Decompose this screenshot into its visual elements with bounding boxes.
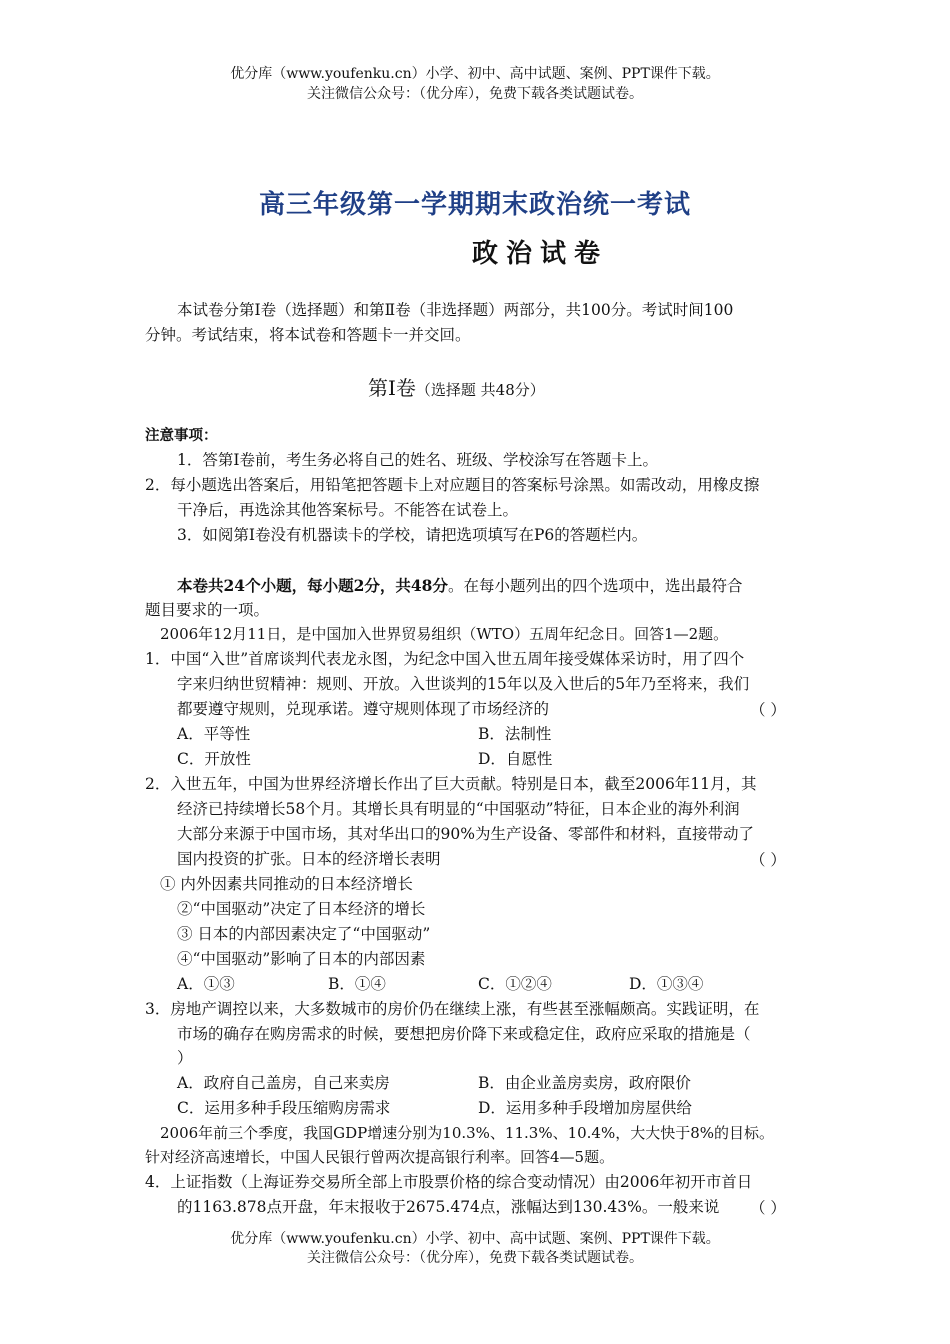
q3-line-1: 3．房地产调控以来，大多数城市的房价仍在继续上涨，有些甚至涨幅颇高。实践证明，在 [145, 1000, 760, 1018]
q4-answer-paren: （ ） [750, 1199, 786, 1217]
notes-item-2-line-2: 干净后，再选涂其他答案标号。不能答在试卷上。 [177, 501, 519, 519]
q1-option-b: B．法制性 [478, 725, 552, 743]
q3-option-c: C．运用多种手段压缩购房需求 [177, 1099, 391, 1117]
context-2-line-2: 针对经济高速增长，中国人民银行曾两次提高银行利率。回答4—5题。 [145, 1148, 615, 1166]
q3-line-3: ） [177, 1049, 193, 1067]
instructions-line-2: 题目要求的一项。 [145, 601, 270, 619]
q2-statement-3: ③ 日本的内部因素决定了“中国驱动” [177, 925, 431, 943]
notes-heading: 注意事项： [145, 428, 218, 444]
q1-line-1: 1．中国“入世”首席谈判代表龙永图，为纪念中国入世五周年接受媒体采访时，用了四个 [145, 650, 745, 668]
q1-line-3: 都要遵守规则，兑现承诺。遵守规则体现了市场经济的 [177, 700, 550, 718]
q4-line-2: 的1163.878点开盘，年末报收于2675.474点，涨幅达到130.43%。一般来说 [177, 1198, 720, 1216]
q2-line-2: 经济已持续增长58个月。其增长具有明显的“中国驱动”特征，日本企业的海外利润 [177, 800, 740, 818]
footer-line-1: 优分库（www.youfenku.cn）小学、初中、高中试题、案例、PPT课件下载。 [230, 1231, 720, 1247]
q3-option-a: A．政府自己盖房，自己来卖房 [177, 1074, 390, 1092]
q2-statement-2: ②“中国驱动”决定了日本经济的增长 [177, 900, 426, 918]
q1-line-2: 字来归纳世贸精神：规则、开放。入世谈判的15年以及入世后的5年乃至将来，我们 [177, 675, 750, 693]
notes-item-1: 1．答第Ⅰ卷前，考生务必将自己的姓名、班级、学校涂写在答题卡上。 [177, 451, 658, 469]
q2-line-4: 国内投资的扩张。日本的经济增长表明 [177, 850, 441, 868]
intro-line-2: 分钟。考试结束，将本试卷和答题卡一并交回。 [145, 326, 471, 344]
q4-line-1: 4．上证指数（上海证券交易所全部上市股票价格的综合变动情况）由2006年初开市首日 [145, 1173, 753, 1191]
instructions-line-1 [177, 573, 742, 599]
instructions-rest: 。在每小题列出的四个选项中，选出最符合 [447, 577, 743, 595]
q1-option-d: D．自愿性 [478, 750, 553, 768]
part1-heading-text: 第Ⅰ卷 [368, 376, 416, 400]
part1-heading [368, 372, 545, 401]
q3-line-2: 市场的确存在购房需求的时候，要想把房价降下来或稳定住，政府应采取的措施是（ [177, 1025, 751, 1043]
page-title: 高三年级第一学期期末政治统一考试 [258, 190, 691, 220]
footer-line-2: 关注微信公众号：（优分库），免费下载各类试题试卷。 [307, 1250, 643, 1266]
q3-option-b: B．由企业盖房卖房，政府限价 [478, 1074, 691, 1092]
q2-statement-1: ① 内外因素共同推动的日本经济增长 [160, 875, 413, 893]
header-line-1: 优分库（www.youfenku.cn）小学、初中、高中试题、案例、PPT课件下载。 [230, 66, 720, 82]
q2-option-c: C．①②④ [478, 975, 552, 993]
q2-statement-4: ④“中国驱动”影响了日本的内部因素 [177, 950, 426, 968]
q2-option-d: D．①③④ [629, 975, 704, 993]
notes-item-3: 3．如阅第Ⅰ卷没有机器读卡的学校，请把选项填写在P6的答题栏内。 [177, 526, 648, 544]
intro-line-1: 本试卷分第Ⅰ卷（选择题）和第Ⅱ卷（非选择题）两部分，共100分。考试时间100 [177, 301, 734, 319]
q1-option-c: C．开放性 [177, 750, 251, 768]
q3-option-d: D．运用多种手段增加房屋供给 [478, 1099, 692, 1117]
part1-heading-note: （选择题 共48分） [415, 381, 545, 399]
q2-option-b: B．①④ [328, 975, 386, 993]
q1-answer-paren: （ ） [750, 701, 786, 719]
q2-line-1: 2．入世五年，中国为世界经济增长作出了巨大贡献。特别是日本，截至2006年11月，其 [145, 775, 757, 793]
q2-line-3: 大部分来源于中国市场，其对华出口的90%为生产设备、零部件和材料，直接带动了 [177, 825, 754, 843]
context-2-line-1: 2006年前三个季度，我国GDP增速分别为10.3%、11.3%、10.4%，大大快于8%的目标。 [160, 1124, 775, 1142]
page-subtitle: 政治试卷 [471, 239, 608, 269]
q2-answer-paren: （ ） [750, 851, 786, 869]
instructions-bold: 本卷共24个小题，每小题2分，共48分 [177, 576, 448, 595]
header-line-2: 关注微信公众号：（优分库），免费下载各类试题试卷。 [307, 86, 643, 102]
q1-option-a: A．平等性 [177, 725, 251, 743]
context-1: 2006年12月11日，是中国加入世界贸易组织（WTO）五周年纪念日。回答1—2题。 [160, 625, 729, 643]
q2-option-a: A．①③ [177, 975, 235, 993]
notes-item-2-line-1: 2．每小题选出答案后，用铅笔把答题卡上对应题目的答案标号涂黑。如需改动，用橡皮擦 [145, 476, 760, 494]
